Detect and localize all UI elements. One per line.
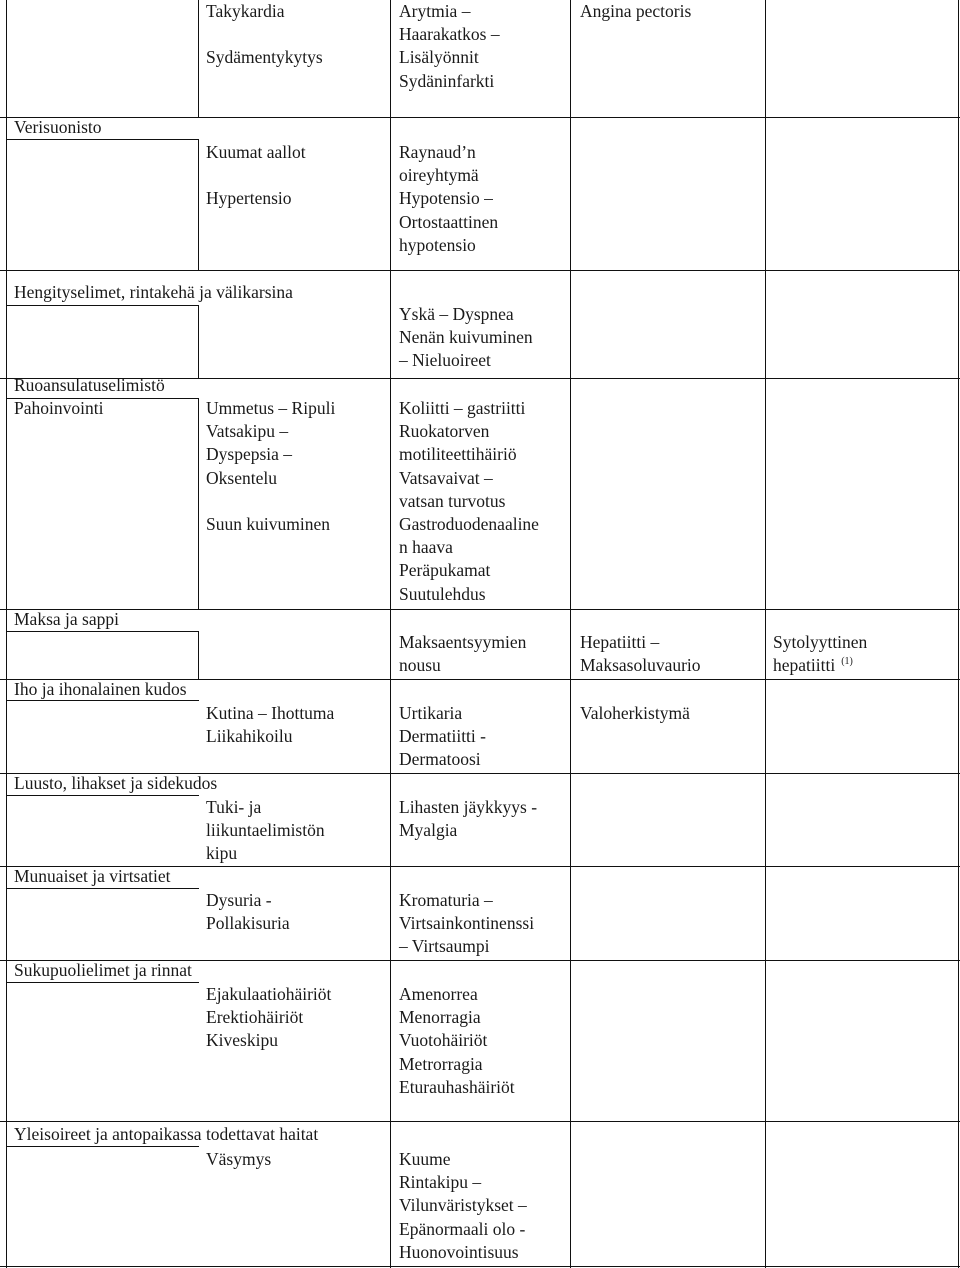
cell-line: Haarakatkos –	[399, 24, 500, 45]
grid-line	[765, 0, 766, 1268]
cell-line: Sydäninfarkti	[399, 70, 495, 91]
cell-line: Angina pectoris	[580, 1, 692, 21]
cell-line: Hepatiitti –	[580, 632, 660, 652]
cell-line: Eturauhashäiriöt	[399, 1076, 515, 1097]
cardiac-col3-cell	[580, 0, 691, 23]
cell-line: Gastroduodenaaline	[399, 514, 539, 535]
cell-line: Nenän kuivuminen	[399, 327, 533, 348]
ruoansulatus-col0-cell	[14, 397, 103, 420]
cell-line: Arytmia –	[399, 1, 471, 21]
munuaiset-col1-cell	[206, 889, 290, 935]
cell-line: Takykardia	[206, 1, 285, 21]
cell-line: liikuntaelimistön	[206, 820, 325, 841]
cell-line: Kiveskipu	[206, 1030, 278, 1051]
grid-line	[0, 270, 960, 271]
cell-line: Yskä – Dyspnea	[399, 304, 514, 324]
iho-col3-cell	[580, 702, 690, 725]
cell-line: Rintakipu –	[399, 1172, 482, 1193]
cell-line: Suun kuivuminen	[206, 513, 330, 534]
sukupuoli-col1-cell	[206, 983, 331, 1053]
cell-line: Valoherkistymä	[580, 703, 690, 723]
cell-line: kipu	[206, 843, 238, 864]
ruoansulatus-col2-cell	[399, 397, 539, 606]
cell-line: Väsymys	[206, 1149, 272, 1169]
yleisoireet-col1-cell	[206, 1148, 271, 1171]
cell-line: Vatsakipu –	[206, 421, 289, 442]
grid-line	[570, 0, 571, 1268]
section-title-sukupuoli: Sukupuolielimet ja rinnat	[14, 960, 192, 980]
ruoansulatus-col1-cell	[206, 397, 335, 536]
maksa-col2-cell	[399, 631, 526, 677]
cell-line: Amenorrea	[399, 984, 478, 1004]
cell-line: Ruokatorven	[399, 421, 490, 442]
cell-line: Kromaturia –	[399, 890, 493, 910]
grid-line	[0, 609, 960, 610]
iho-col1-cell	[206, 702, 334, 748]
cell-line: Vatsavaivat –	[399, 467, 493, 488]
grid-line	[6, 305, 199, 306]
munuaiset-col2-cell	[399, 889, 534, 959]
cell-line: Huonovointisuus	[399, 1241, 519, 1262]
hengityselimet-col2-cell	[399, 303, 533, 373]
grid-line	[0, 1266, 960, 1267]
grid-line	[0, 117, 960, 118]
cell-line: Dysuria -	[206, 890, 272, 910]
cell-line: hypotensio	[399, 234, 476, 255]
cell-line: Erektiohäiriöt	[206, 1007, 304, 1028]
cell-line: Peräpukamat	[399, 560, 491, 581]
cardiac-col2-cell	[399, 0, 500, 93]
iho-col2-cell	[399, 702, 486, 772]
cell-line: Ortostaattinen	[399, 211, 499, 232]
cell-line: Kuume	[399, 1149, 451, 1169]
cell-line: nousu	[399, 655, 441, 676]
cell-line: Kuumat aallot	[206, 142, 306, 162]
cell-line: Kutina – Ihottuma	[206, 703, 335, 723]
cell-spacer	[206, 164, 306, 187]
cell-line: Dermatiitti -	[399, 726, 486, 747]
grid-line	[198, 305, 199, 378]
cell-line: Lihasten jäykkyys -	[399, 797, 538, 817]
cell-line: Ummetus – Ripuli	[206, 398, 336, 418]
grid-line	[0, 1121, 960, 1122]
cell-line: – Nieluoireet	[399, 350, 491, 371]
cell-line: Ejakulaatiohäiriöt	[206, 984, 332, 1004]
cell-spacer	[206, 23, 323, 46]
cell-line	[773, 654, 867, 677]
sukupuoli-col2-cell	[399, 983, 515, 1099]
cell-line: Vuotohäiriöt	[399, 1030, 488, 1051]
cell-line: vatsan turvotus	[399, 490, 506, 511]
cell-line: – Virtsaumpi	[399, 936, 490, 957]
cell-line: Virtsainkontinenssi	[399, 913, 535, 934]
cardiac-col1-cell	[206, 0, 323, 69]
cell-line: Hypertensio	[206, 188, 292, 209]
cell-line: Metrorragia	[399, 1053, 483, 1074]
verisuonisto-col1-cell	[206, 141, 306, 210]
cell-line: Sydämentykytys	[206, 47, 323, 68]
cell-line: Lisälyönnit	[399, 47, 479, 68]
cell-line: oireyhtymä	[399, 165, 479, 186]
cell-line: Sytolyyttinen	[773, 632, 868, 652]
verisuonisto-col2-cell	[399, 141, 498, 257]
cell-line: Oksentelu	[206, 467, 277, 488]
footnote-marker: (1)	[841, 656, 853, 668]
section-title-iho: Iho ja ihonalainen kudos	[14, 679, 187, 699]
section-title-munuaiset: Munuaiset ja virtsatiet	[14, 866, 171, 886]
cell-line: Raynaud’n	[399, 142, 476, 162]
cell-line: Koliitti – gastriitti	[399, 398, 526, 418]
luusto-col1-cell	[206, 796, 325, 866]
cell-line: Dyspepsia –	[206, 444, 293, 465]
cell-line: Menorragia	[399, 1007, 481, 1028]
grid-line	[198, 398, 199, 609]
cell-line: Epänormaali olo -	[399, 1218, 526, 1239]
cell-line: Pollakisuria	[206, 913, 290, 934]
section-title-ruoansulatus: Ruoansulatuselimistö	[14, 375, 165, 395]
section-title-verisuonisto: Verisuonisto	[14, 117, 102, 137]
cell-line: Suutulehdus	[399, 583, 486, 604]
cell-line: Pahoinvointi	[14, 398, 104, 418]
section-title-yleisoireet: Yleisoireet ja antopaikassa todettavat haitat	[14, 1124, 319, 1144]
section-title-hengityselimet: Hengityselimet, rintakehä ja välikarsina	[14, 282, 293, 302]
yleisoireet-col2-cell	[399, 1148, 527, 1264]
cell-line: Myalgia	[399, 820, 458, 841]
grid-line	[198, 139, 199, 270]
cell-line: Maksaentsyymien	[399, 632, 527, 652]
maksa-col3-cell	[580, 631, 701, 677]
maksa-col4-cell	[773, 631, 867, 677]
cell-line: motiliteettihäiriö	[399, 444, 517, 465]
cell-spacer	[206, 490, 335, 513]
cell-line: Urtikaria	[399, 703, 463, 723]
cell-line: Dermatoosi	[399, 749, 481, 770]
luusto-col2-cell	[399, 796, 537, 842]
grid-line	[958, 0, 959, 1268]
grid-line	[6, 0, 7, 1268]
cell-line: Vilunväristykset –	[399, 1195, 527, 1216]
section-title-luusto: Luusto, lihakset ja sidekudos	[14, 773, 218, 793]
cell-line: Liikahikoilu	[206, 726, 293, 747]
cell-line: Tuki- ja	[206, 797, 262, 817]
grid-line	[390, 0, 391, 1268]
cell-text: hepatiitti	[773, 655, 836, 676]
cell-line: Hypotensio –	[399, 188, 493, 209]
section-title-maksa: Maksa ja sappi	[14, 609, 119, 629]
cell-line: Maksasoluvaurio	[580, 655, 701, 676]
cell-line: n haava	[399, 537, 453, 558]
grid-line	[198, 631, 199, 679]
grid-line	[198, 0, 199, 117]
